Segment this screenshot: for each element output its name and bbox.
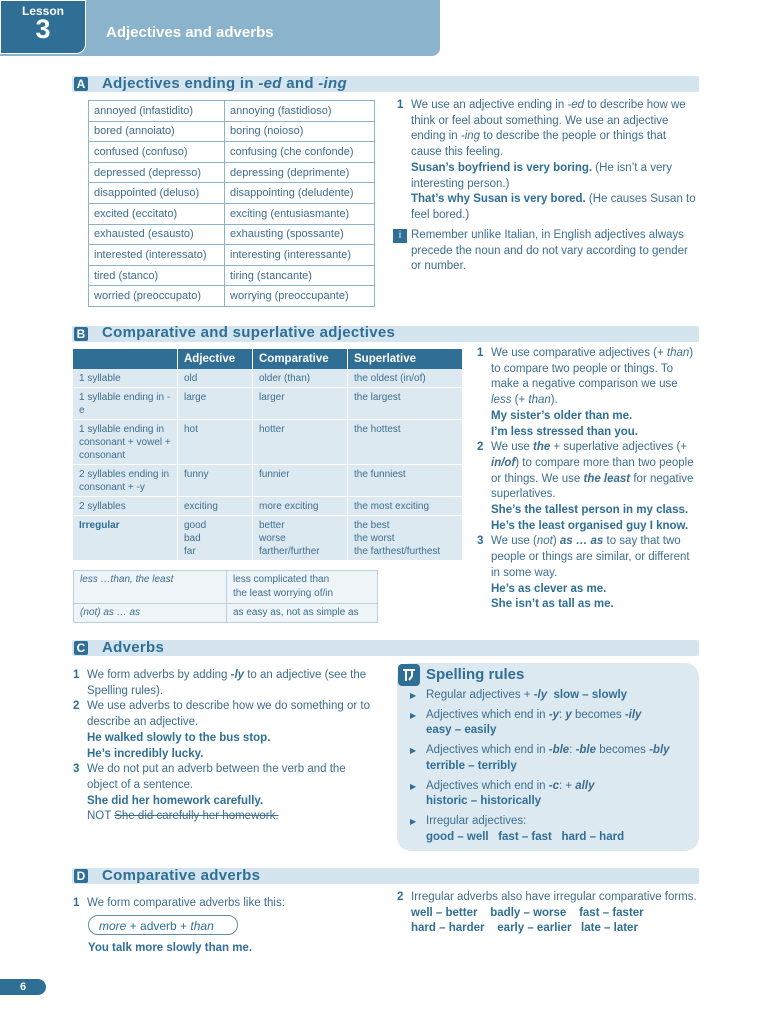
lesson-label: Lesson — [21, 4, 64, 18]
table-row — [89, 203, 375, 224]
ing-adjective-cell: confusing (che confonde) — [225, 142, 375, 163]
ing-adjective-cell: worrying (preoccupante) — [225, 286, 375, 307]
spelling-rule: ▶ Regular adjectives + -ly slow – slowly — [410, 689, 628, 701]
table-cell: Irregular — [73, 516, 178, 561]
lesson-number: 3 — [35, 14, 51, 44]
section-b-notes: 1 We use comparative adjectives (+ than) to compare two people or things. To make a negative comparison we use less (+ than). My sister’s older than me. I’m less stressed than you. 2 We use the + superlative adjectives (+ in/of) to compare more than two people or things. We use the least for negative superlatives. She’s the tallest person in my class. He’s the least organised guy I know. 3 We use (not) as … as to say that two people or things are similar, or different in some way. He’s as clever as me. She isn’t as tall as me. — [477, 347, 694, 611]
table-row — [89, 286, 375, 307]
section-c-letter: C — [74, 641, 88, 655]
table-row — [89, 265, 375, 286]
section-b-letter: B — [74, 327, 88, 341]
table-cell: 1 syllable ending in -e — [73, 388, 178, 420]
ing-adjective-cell: exhausting (spossante) — [225, 224, 375, 245]
table-cell: (not) as … as — [74, 604, 227, 623]
section-d-example: You talk more slowly than me. — [88, 942, 253, 954]
section-a-letter: A — [74, 77, 88, 91]
spelling-rule: ▶ Adjectives which end in -y: y becomes -ily easy – easily — [410, 708, 642, 737]
spelling-rule: ▶ Irregular adjectives: good – well fast – fast hard – hard — [410, 814, 625, 843]
table-cell: the hottest — [348, 420, 463, 465]
comparative-table — [73, 349, 463, 561]
table-cell: old — [178, 369, 253, 388]
spelling-title: Spelling rules — [426, 666, 525, 683]
ed-adjective-cell: worried (preoccupato) — [89, 286, 225, 307]
ed-adjective-cell: annoyed (infastidito) — [89, 101, 225, 122]
ed-adjective-cell: confused (confuso) — [89, 142, 225, 163]
table-row — [74, 604, 378, 623]
italian-note-icon: i — [393, 229, 407, 243]
section-d-letter: D — [74, 869, 88, 883]
table-cell: the most exciting — [348, 497, 463, 516]
table-row — [89, 101, 375, 122]
ing-adjective-cell: disappointing (deludente) — [225, 183, 375, 204]
table-cell: less complicated than the least worrying of/in — [227, 571, 378, 604]
column-header: Adjective — [178, 349, 253, 369]
spelling-rule: ▶ Adjectives which end in -c: + ally historic – historically — [410, 779, 595, 808]
italian-note: Remember unlike Italian, in English adjectives always precede the noun and do not vary according to gender or number. — [411, 229, 688, 273]
ing-adjective-cell: boring (noioso) — [225, 121, 375, 142]
spelling-rules-list — [410, 688, 695, 845]
table-row — [89, 183, 375, 204]
section-d-note-1: 1 We form comparative adverbs like this: — [73, 897, 285, 909]
table-cell: older (than) — [253, 369, 348, 388]
section-d-note-2: 2 Irregular adverbs also have irregular comparative forms. well – better badly – worse fast – faster hard – harder early – earlier late – later — [397, 891, 697, 935]
table-cell: the largest — [348, 388, 463, 420]
section-a-notes: 1 We use an adjective ending in -ed to describe how we think or feel about something. We use an adjective ending in -ing to describe the people or things that cause this feeling. Susan’s boyfriend is very boring. (He isn’t a very interesting person.) That’s why Susan is very bored. (He causes Susan to feel bored.) — [397, 99, 696, 221]
ed-adjective-cell: tired (stanco) — [89, 265, 225, 286]
ing-adjective-cell: depressing (deprimente) — [225, 162, 375, 183]
ed-adjective-cell: disappointed (deluso) — [89, 183, 225, 204]
page-number: 6 — [0, 979, 46, 995]
table-cell: the funniest — [348, 465, 463, 497]
section-b-title: Comparative and superlative adjectives — [102, 324, 396, 341]
ed-adjective-cell: excited (eccitato) — [89, 203, 225, 224]
table-cell: 2 syllables ending in consonant + -y — [73, 465, 178, 497]
column-header: Superlative — [348, 349, 463, 369]
comparative-formula: more + adverb + than — [88, 915, 238, 935]
table-cell: funny — [178, 465, 253, 497]
section-c-bar — [72, 640, 699, 656]
table-cell: large — [178, 388, 253, 420]
table-cell: exciting — [178, 497, 253, 516]
section-c-notes: 1 We form adverbs by adding -ly to an adjective (see the Spelling rules). 2 We use adverbs to describe how we do something or to describe an adjective. He walked slowly to the bus stop. He’s incredibly lucky. 3 We do not put an adverb between the verb and the object of a sentence. She did her homework carefully. NOT She did carefully her homework. — [73, 669, 370, 823]
table-cell: hot — [178, 420, 253, 465]
table-row — [89, 224, 375, 245]
table-cell: better worse farther/further — [253, 516, 348, 561]
table-row — [89, 162, 375, 183]
table-cell: the oldest (in/of) — [348, 369, 463, 388]
ed-adjective-cell: interested (interessato) — [89, 245, 225, 266]
adjective-pairs-table — [88, 100, 375, 307]
table-cell: less …than, the least — [74, 571, 227, 604]
table-row — [73, 497, 463, 516]
section-a-title: Adjectives ending in -ed and -ing — [102, 75, 347, 92]
table-row — [89, 142, 375, 163]
table-cell: as easy as, not as simple as — [227, 604, 378, 623]
ed-adjective-cell: depressed (depresso) — [89, 162, 225, 183]
less-as-table — [73, 570, 378, 623]
table-row — [73, 369, 463, 388]
table-header-row — [73, 349, 463, 369]
column-header: Comparative — [253, 349, 348, 369]
table-cell: 1 syllable — [73, 369, 178, 388]
table-cell: larger — [253, 388, 348, 420]
table-row — [73, 465, 463, 497]
ed-adjective-cell: exhausted (esausto) — [89, 224, 225, 245]
page-title: Adjectives and adverbs — [106, 24, 274, 41]
ed-adjective-cell: bored (annoiato) — [89, 121, 225, 142]
table-row — [89, 245, 375, 266]
column-header — [73, 349, 178, 369]
table-row — [73, 420, 463, 465]
ing-adjective-cell: interesting (interessante) — [225, 245, 375, 266]
ing-adjective-cell: exciting (entusiasmante) — [225, 203, 375, 224]
table-row — [73, 516, 463, 561]
section-c-title: Adverbs — [102, 639, 165, 656]
table-cell: good bad far — [178, 516, 253, 561]
table-cell: the best the worst the farthest/furthest — [348, 516, 463, 561]
section-d-title: Comparative adverbs — [102, 867, 261, 884]
table-cell: 2 syllables — [73, 497, 178, 516]
table-row — [73, 388, 463, 420]
table-cell: hotter — [253, 420, 348, 465]
ing-adjective-cell: annoying (fastidioso) — [225, 101, 375, 122]
ing-adjective-cell: tiring (stancante) — [225, 265, 375, 286]
table-row — [89, 121, 375, 142]
spelling-rule: ▶ Adjectives which end in -ble: -ble becomes -bly terrible – terribly — [410, 744, 670, 772]
table-row — [74, 571, 378, 604]
table-cell: 1 syllable ending in consonant + vowel + consonant — [73, 420, 178, 465]
spelling-icon — [398, 664, 420, 686]
table-cell: funnier — [253, 465, 348, 497]
table-cell: more exciting — [253, 497, 348, 516]
